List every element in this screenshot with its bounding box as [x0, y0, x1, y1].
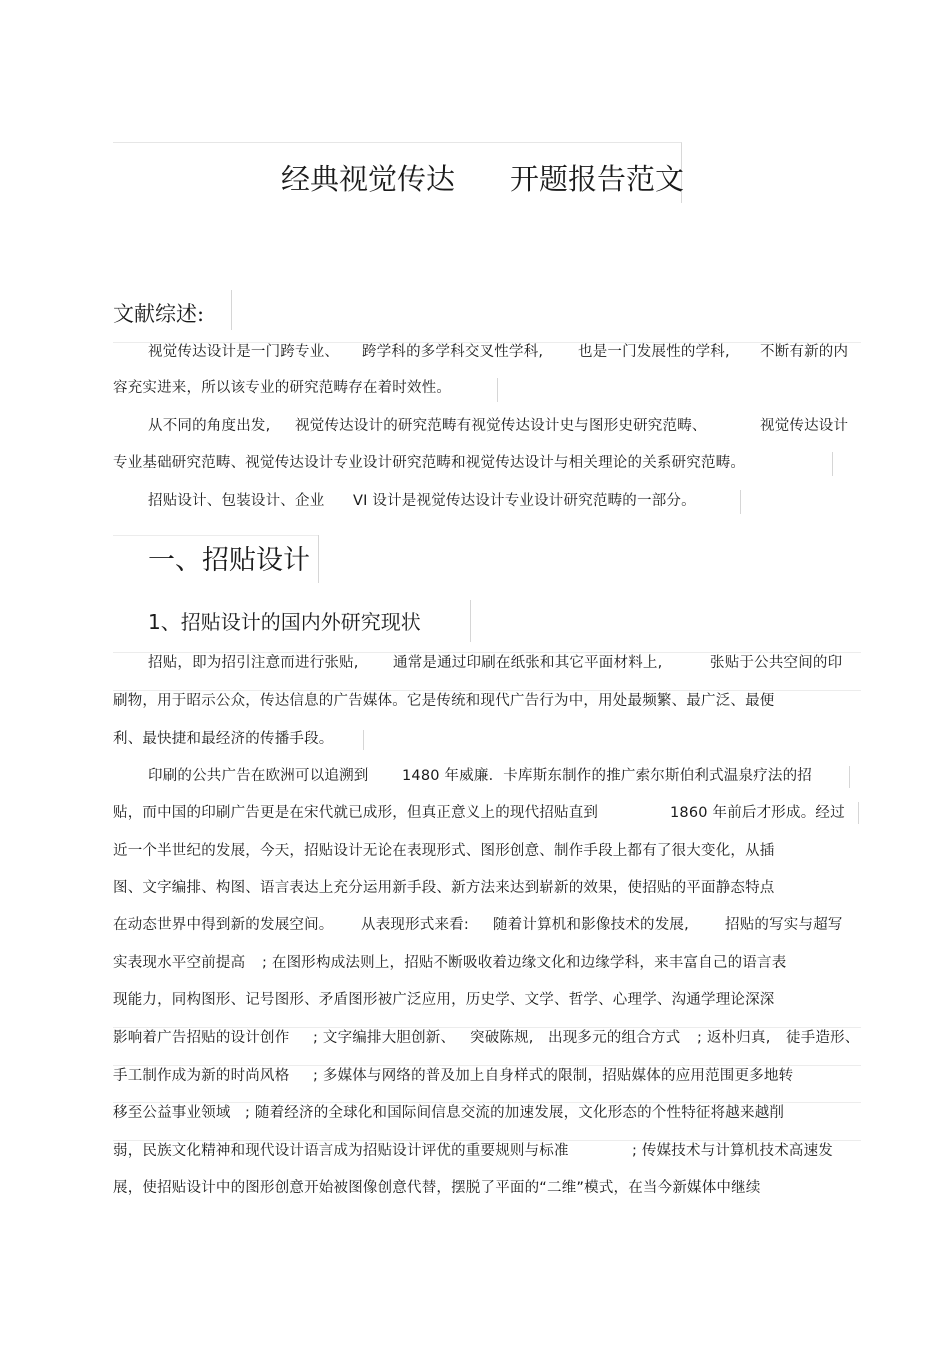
text-line: 招贴设计、包装设计、企业	[148, 493, 325, 509]
rule	[497, 378, 498, 402]
text-line: ; 返朴归真,	[697, 1030, 771, 1046]
text-line: 图、文字编排、构图、语言表达上充分运用新手段、新方法来达到崭新的效果，使招贴的平面静态特点	[113, 880, 775, 896]
text-line: 展，使招贴设计中的图形创意开始被图像创意代替，摆脱了平面的“二维”模式，在当今新媒体中继续	[113, 1180, 761, 1196]
text-line: 利、最快捷和最经济的传播手段。	[113, 731, 334, 747]
rule	[858, 802, 859, 824]
rule	[318, 535, 319, 583]
subsection-heading: 1、招贴设计的国内外研究现状	[148, 610, 421, 634]
rule	[740, 490, 741, 514]
text-line: 贴，而中国的印刷广告更是在宋代就已成形，但真正意义上的现代招贴直到	[113, 805, 599, 821]
text-line: 弱，民族文化精神和现代设计语言成为招贴设计评优的重要规则与标准	[113, 1143, 569, 1159]
text-line: ; 文字编排大胆创新、	[313, 1030, 456, 1046]
text-line: ; 传媒技术与计算机技术高速发	[632, 1143, 833, 1159]
text-line: 现能力，同构图形、记号图形、矛盾图形被广泛应用，历史学、文学、哲学、心理学、沟通学理论深深	[113, 992, 775, 1008]
text-line: 刷物，用于昭示公众，传达信息的广告媒体。它是传统和现代广告行为中，用处最频繁、最广泛、最便	[113, 693, 775, 709]
rule	[231, 290, 232, 330]
text-line: 随着计算机和影像技术的发展,	[493, 917, 689, 933]
page-subtitle: 开题报告范文	[510, 162, 685, 196]
text-line: 也是一门发展性的学科,	[578, 344, 730, 360]
text-line: 视觉传达设计是一门跨专业、	[148, 344, 340, 360]
text-line: 影响着广告招贴的设计创作	[113, 1030, 290, 1046]
text-line: ; 随着经济的全球化和国际间信息交流的加速发展，文化形态的个性特征将越来越削	[245, 1105, 785, 1121]
page-title: 经典视觉传达	[281, 162, 456, 196]
text-line: 手工制作成为新的时尚风格	[113, 1068, 290, 1084]
section-heading: 一、招贴设计	[148, 545, 310, 576]
text-line: 徒手造形、	[786, 1030, 860, 1046]
text-line: 1480 年威廉．卡库斯东制作的推广索尔斯伯利式温泉疗法的招	[402, 768, 813, 784]
rule	[832, 452, 833, 476]
text-line: ; 多媒体与网络的普及加上自身样式的限制，招贴媒体的应用范围更多地转	[313, 1068, 794, 1084]
text-line: 突破陈规,	[470, 1030, 534, 1046]
text-line: 通常是通过印刷在纸张和其它平面材料上,	[393, 655, 663, 671]
text-line: 1860 年前后才形成。经过	[670, 805, 845, 821]
rule	[113, 535, 318, 536]
text-line: 招贴，即为招引注意而进行张贴,	[148, 655, 359, 671]
text-line: 印刷的公共广告在欧洲可以追溯到	[148, 768, 369, 784]
rule	[849, 766, 850, 788]
text-line: 近一个半世纪的发展，今天，招贴设计无论在表现形式、图形创意、制作手段上都有了很大变化，从插	[113, 843, 775, 859]
text-line: 张贴于公共空间的印	[710, 655, 843, 671]
text-line: 专业基础研究范畴、视觉传达设计专业设计研究范畴和视觉传达设计与相关理论的关系研究范畴。	[113, 455, 746, 471]
text-line: 视觉传达设计的研究范畴有视觉传达设计史与图形史研究范畴、	[295, 418, 707, 434]
text-line: 容充实进来，所以该专业的研究范畴存在着时效性。	[113, 380, 452, 396]
section-heading-literature: 文献综述:	[113, 302, 205, 326]
text-line: 视觉传达设计	[760, 418, 849, 434]
text-line: 不断有新的内	[760, 344, 849, 360]
text-line: 出现多元的组合方式	[548, 1030, 681, 1046]
text-line: ; 在图形构成法则上，招贴不断吸收着边缘文化和边缘学科，来丰富自己的语言表	[262, 955, 787, 971]
text-line: VI 设计是视觉传达设计专业设计研究范畴的一部分。	[353, 493, 696, 509]
text-line: 从表现形式来看:	[361, 917, 469, 933]
text-line: 移至公益事业领域	[113, 1105, 231, 1121]
text-line: 招贴的写实与超写	[725, 917, 843, 933]
text-line: 跨学科的多学科交叉性学科,	[362, 344, 544, 360]
rule	[363, 730, 364, 750]
text-line: 从不同的角度出发,	[148, 418, 271, 434]
text-line: 实表现水平空前提高	[113, 955, 246, 971]
rule	[470, 600, 471, 642]
text-line: 在动态世界中得到新的发展空间。	[113, 917, 334, 933]
